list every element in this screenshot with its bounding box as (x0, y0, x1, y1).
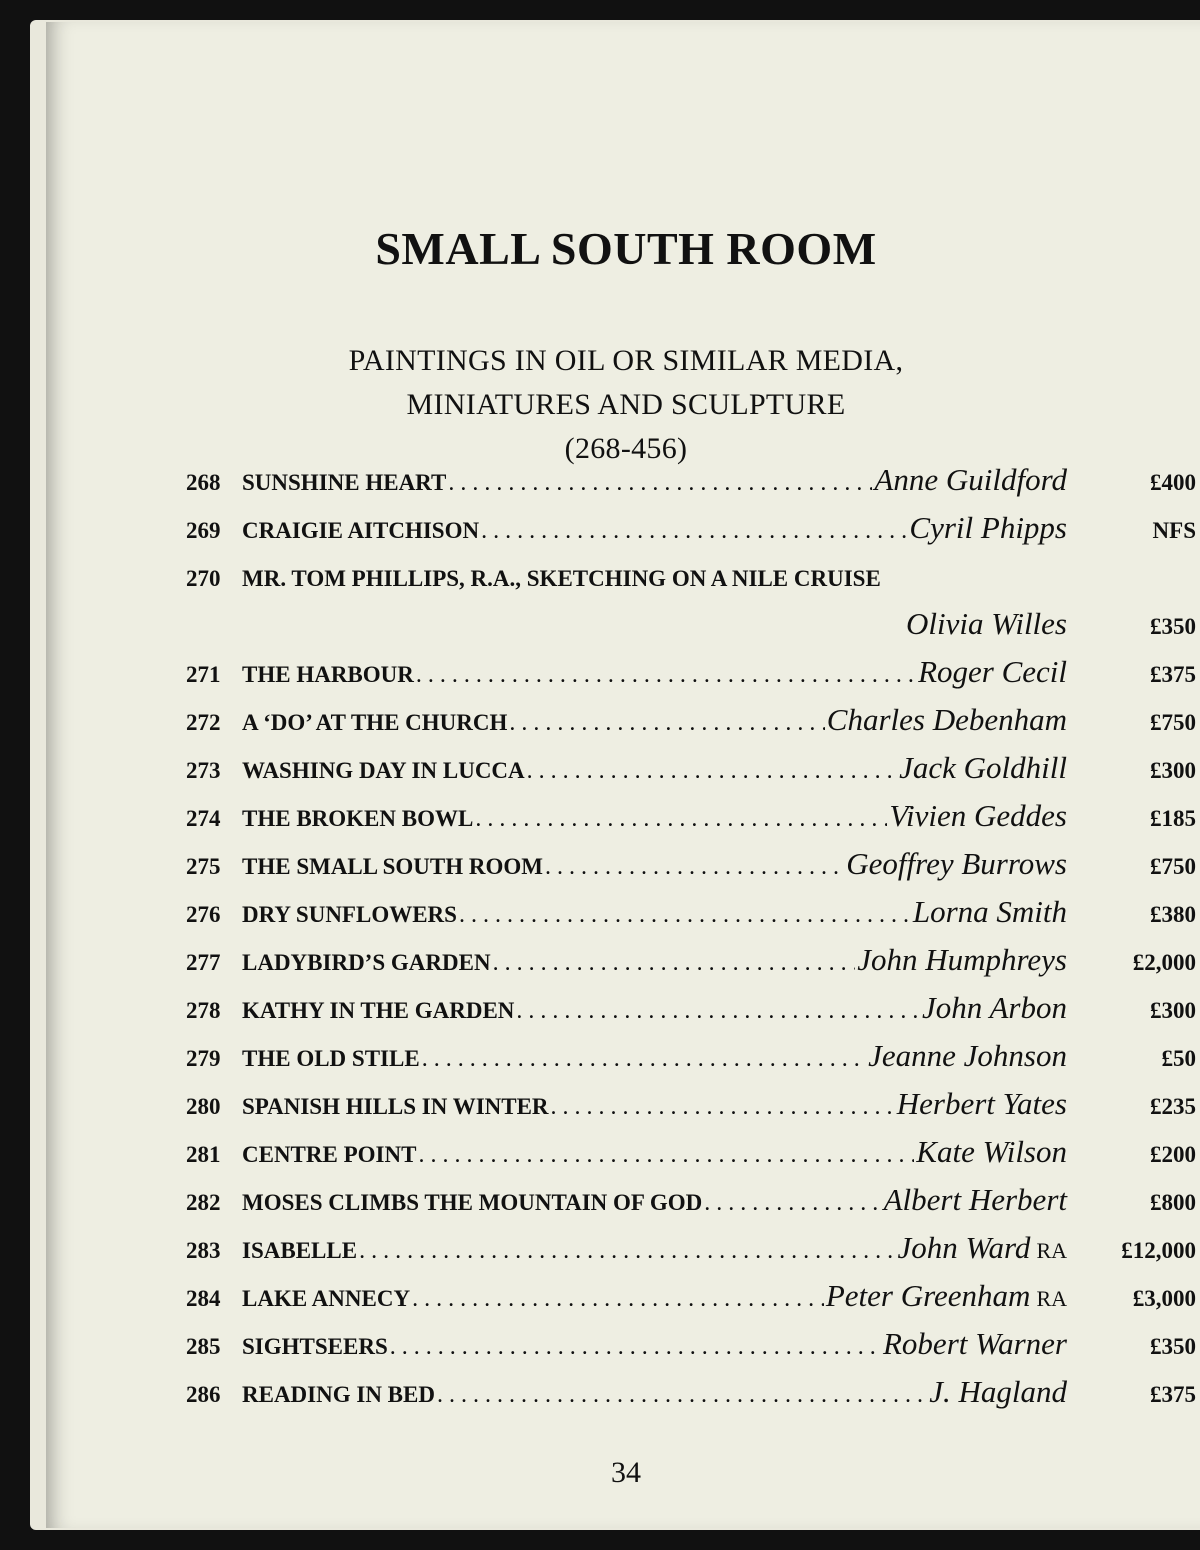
list-item (186, 1038, 1196, 1078)
list-item (186, 1182, 1196, 1222)
subtitle-line-2: MINIATURES AND SCULPTURE (406, 388, 846, 421)
entry-number: 285 (186, 1334, 221, 1359)
entry-price: £375 (1150, 662, 1196, 687)
entry-title: A ‘DO’ AT THE CHURCH (242, 710, 508, 735)
entry-price: £235 (1150, 1094, 1196, 1119)
ra-suffix: RA (1036, 1238, 1067, 1263)
entry-artist: Kate Wilson (916, 1134, 1067, 1169)
leader-dots (551, 1094, 895, 1121)
entry-price: £12,000 (1121, 1238, 1196, 1263)
leader-dots (475, 806, 887, 833)
leader-dots (516, 998, 920, 1025)
entry-artist: Geoffrey Burrows (846, 846, 1067, 881)
entry-artist: Jeanne Johnson (868, 1038, 1067, 1073)
entry-number: 272 (186, 710, 221, 735)
entry-number: 284 (186, 1286, 221, 1311)
entry-artist: Peter Greenham RA (825, 1278, 1067, 1313)
entry-artist: John Humphreys (857, 942, 1067, 977)
entry-price: £2,000 (1132, 950, 1196, 975)
entry-title: SUNSHINE HEART (242, 470, 447, 495)
subtitle-line-1: PAINTINGS IN OIL OR SIMILAR MEDIA, (348, 344, 904, 377)
entry-title: THE HARBOUR (242, 662, 414, 687)
catalogue-page (46, 22, 1200, 1528)
leader-dots (437, 1382, 927, 1409)
entry-number: 273 (186, 758, 221, 783)
entry-number: 270 (186, 566, 221, 591)
leader-dots (493, 950, 856, 977)
catalogue-range: (268-456) (564, 432, 688, 465)
entry-artist: Cyril Phipps (909, 510, 1067, 545)
entry-number: 286 (186, 1382, 221, 1407)
entry-number: 281 (186, 1142, 221, 1167)
entry-title: LAKE ANNECY (242, 1286, 411, 1311)
leader-dots (704, 1190, 881, 1217)
list-item (186, 558, 1196, 598)
entry-number: 279 (186, 1046, 221, 1071)
entry-number: 271 (186, 662, 221, 687)
entry-price: £380 (1150, 902, 1196, 927)
entry-number: 278 (186, 998, 221, 1023)
list-item (186, 750, 1196, 790)
entry-artist: Roger Cecil (918, 654, 1067, 689)
list-item (186, 798, 1196, 838)
entry-price: £750 (1150, 854, 1196, 879)
entry-number: 274 (186, 806, 221, 831)
list-item (186, 702, 1196, 742)
entry-artist: Anne Guildford (874, 462, 1067, 497)
entry-artist: John Ward RA (897, 1230, 1067, 1265)
list-item (186, 1086, 1196, 1126)
entry-title: THE SMALL SOUTH ROOM (242, 854, 543, 879)
page-number: 34 (611, 1456, 641, 1489)
list-item (186, 990, 1196, 1030)
entry-title: DRY SUNFLOWERS (242, 902, 457, 927)
entry-title: THE BROKEN BOWL (242, 806, 474, 831)
entry-artist: Herbert Yates (896, 1086, 1067, 1121)
entry-price: £50 (1161, 1046, 1196, 1071)
entry-title: CRAIGIE AITCHISON (242, 518, 480, 543)
leader-dots (527, 758, 897, 785)
entry-number: 280 (186, 1094, 221, 1119)
entry-artist: John Arbon (922, 990, 1067, 1025)
entry-price: £800 (1150, 1190, 1196, 1215)
entry-artist: Charles Debenham (826, 702, 1067, 737)
leader-dots (448, 470, 872, 497)
entry-number: 277 (186, 950, 221, 975)
entry-title: MOSES CLIMBS THE MOUNTAIN OF GOD (242, 1190, 703, 1215)
entry-price: £185 (1150, 806, 1196, 831)
entry-price: £3,000 (1132, 1286, 1196, 1311)
entry-price: £350 (1150, 614, 1196, 639)
leader-dots (422, 1046, 866, 1073)
list-item (186, 1134, 1196, 1174)
entry-number: 282 (186, 1190, 221, 1215)
entry-title: THE OLD STILE (242, 1046, 420, 1071)
leader-dots (418, 1142, 914, 1169)
leader-dots (416, 662, 916, 689)
entry-number: 269 (186, 518, 221, 543)
entry-artist: Albert Herbert (883, 1182, 1067, 1217)
leader-dots (545, 854, 844, 881)
page-title: SMALL SOUTH ROOM (375, 223, 877, 274)
entry-price: NFS (1152, 518, 1196, 543)
entry-title: WASHING DAY IN LUCCA (242, 758, 525, 783)
list-item (186, 654, 1196, 694)
entry-price: £400 (1150, 470, 1196, 495)
list-item (186, 1278, 1196, 1318)
list-item (186, 846, 1196, 886)
entry-number: 283 (186, 1238, 221, 1263)
entry-artist: Lorna Smith (912, 894, 1067, 929)
entry-artist: Robert Warner (883, 1326, 1067, 1361)
entry-title: LADYBIRD’S GARDEN (242, 950, 491, 975)
list-item-continuation (186, 606, 1196, 646)
list-item (186, 942, 1196, 982)
entry-title: READING IN BED (242, 1382, 435, 1407)
entry-title: SPANISH HILLS IN WINTER (242, 1094, 549, 1119)
entry-title: ISABELLE (242, 1238, 358, 1263)
list-item (186, 462, 1196, 502)
list-item (186, 1374, 1196, 1414)
entry-artist: Jack Goldhill (899, 750, 1067, 785)
entry-price: £750 (1150, 710, 1196, 735)
entry-artist: Olivia Willes (905, 606, 1067, 641)
list-item (186, 1230, 1196, 1270)
entry-artist: Vivien Geddes (889, 798, 1067, 833)
entry-number: 276 (186, 902, 221, 927)
list-item (186, 1326, 1196, 1366)
entry-number: 268 (186, 470, 221, 495)
list-item (186, 510, 1196, 550)
entry-title: CENTRE POINT (242, 1142, 417, 1167)
leader-dots (412, 1286, 824, 1313)
entry-price: £300 (1150, 758, 1196, 783)
leader-dots (359, 1238, 895, 1265)
entry-price: £350 (1150, 1334, 1196, 1359)
entry-price: £375 (1150, 1382, 1196, 1407)
entry-price: £300 (1150, 998, 1196, 1023)
leader-dots (390, 1334, 881, 1361)
leader-dots (509, 710, 824, 737)
entry-artist: J. Hagland (929, 1374, 1067, 1409)
ra-suffix: RA (1036, 1286, 1067, 1311)
entry-title: SIGHTSEERS (242, 1334, 388, 1359)
leader-dots (459, 902, 911, 929)
entry-title: KATHY IN THE GARDEN (242, 998, 515, 1023)
leader-dots (481, 518, 907, 545)
entry-number: 275 (186, 854, 221, 879)
list-item (186, 894, 1196, 934)
entry-title: MR. TOM PHILLIPS, R.A., SKETCHING ON A NILE CRUISE (242, 566, 881, 591)
entry-price: £200 (1150, 1142, 1196, 1167)
